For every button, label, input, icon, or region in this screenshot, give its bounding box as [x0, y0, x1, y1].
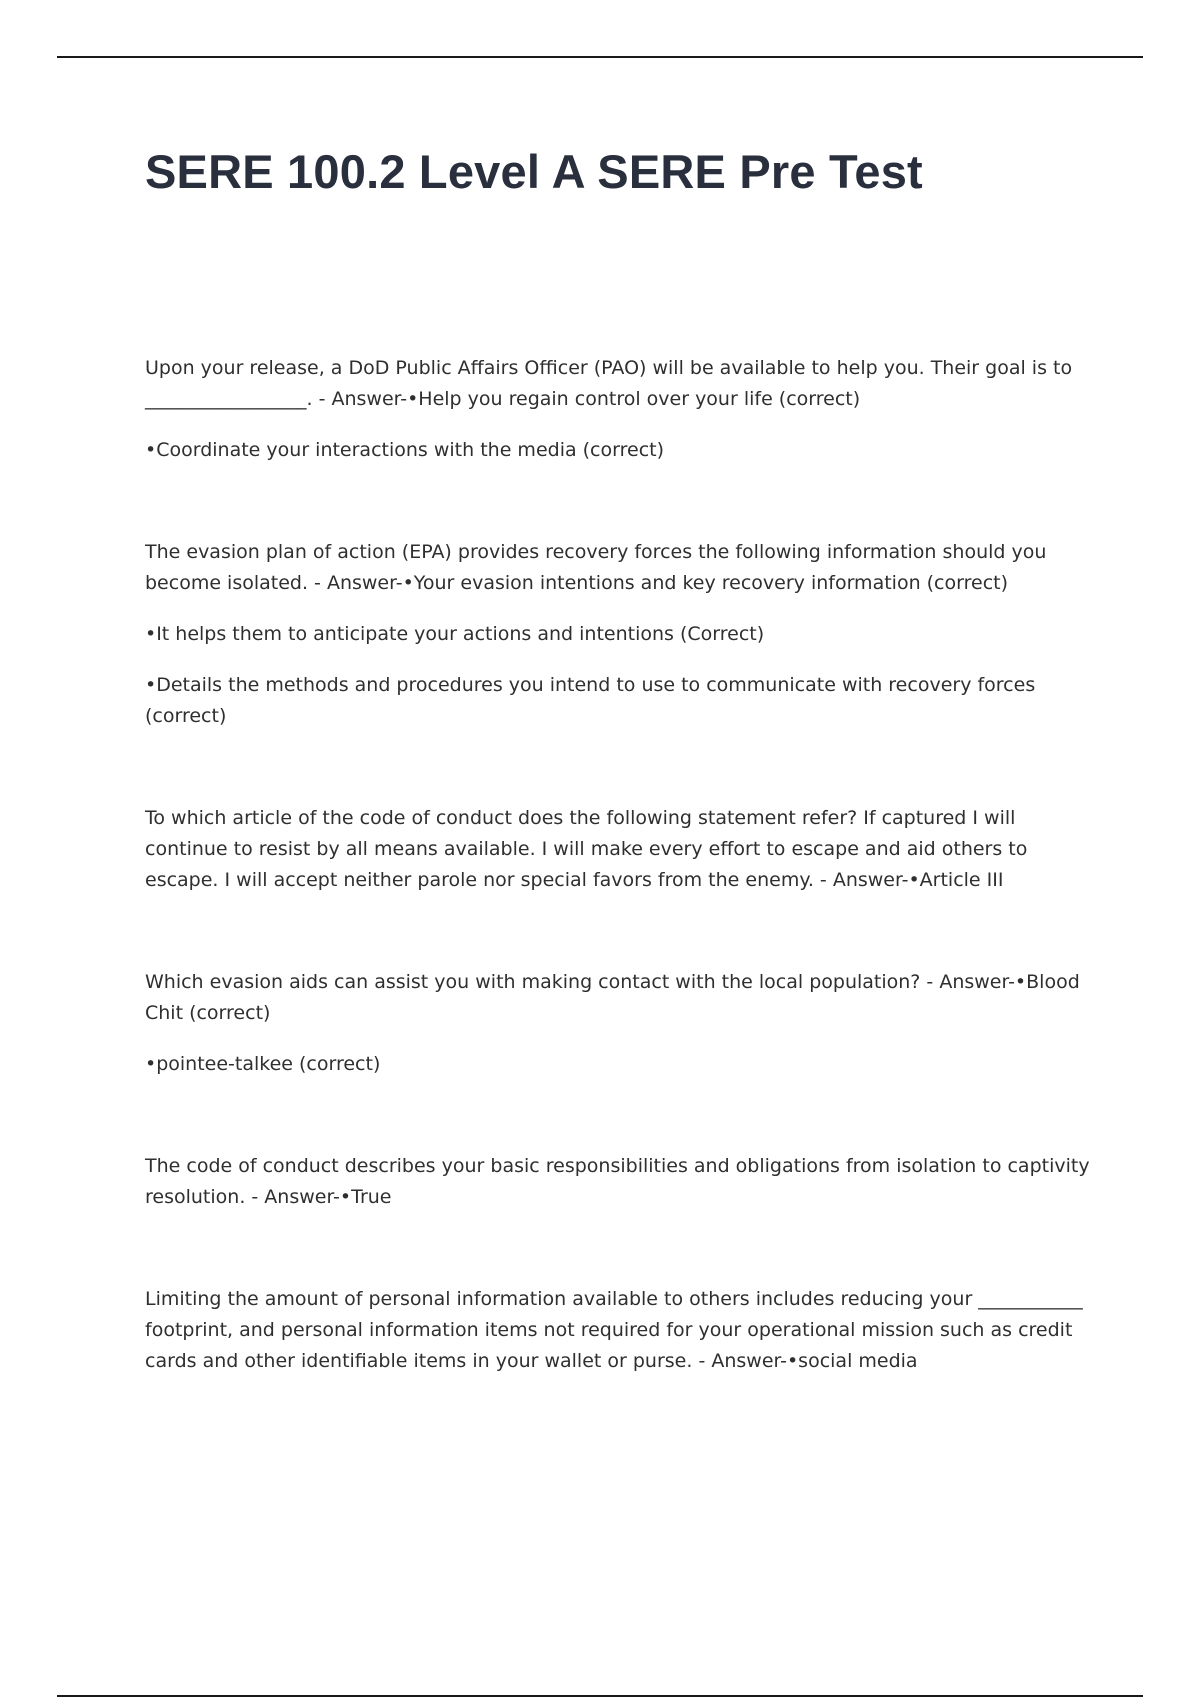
- answer-line: •Details the methods and procedures you intend to use to communicate with recovery forces (correct): [145, 674, 1036, 727]
- answer-line: •pointee-talkee (correct): [145, 1053, 381, 1075]
- question-text: The evasion plan of action (EPA) provides recovery forces the following information should you become isolated. - Answer-•Your evasion intentions and key recovery information (correct): [145, 541, 1047, 594]
- question-text: The code of conduct describes your basic responsibilities and obligations from isolation to captivity resolution. - Answer-•True: [145, 1155, 1090, 1208]
- question-item: [145, 537, 1095, 732]
- question-item: [145, 803, 1095, 896]
- question-text: Upon your release, a DoD Public Affairs Officer (PAO) will be available to help you. Their goal is to _________________. - Answer-•Help you regain control over your life (correct): [145, 357, 1073, 410]
- question-item: [145, 1284, 1095, 1377]
- footer-rule: [57, 1695, 1143, 1697]
- question-text: To which article of the code of conduct does the following statement refer? If captured I will continue to resist by all means available. I will make every effort to escape and aid others to escape. I will accept neither parole nor special favors from the enemy. - Answer-•Article III: [145, 807, 1028, 891]
- answer-line: •Coordinate your interactions with the media (correct): [145, 439, 665, 461]
- header-rule: [57, 56, 1143, 58]
- question-item: [145, 353, 1095, 466]
- question-item: [145, 967, 1095, 1080]
- question-list: [145, 353, 1095, 1377]
- page-title: SERE 100.2 Level A SERE Pre Test: [145, 145, 923, 198]
- question-text: Limiting the amount of personal information available to others includes reducing your ___________ footprint, and personal information items not required for your operational mission such as credit cards and other identifiable items in your wallet or purse. - Answer-•social media: [145, 1288, 1083, 1372]
- question-text: Which evasion aids can assist you with making contact with the local population? - Answer-•Blood Chit (correct): [145, 971, 1080, 1024]
- answer-line: •It helps them to anticipate your actions and intentions (Correct): [145, 623, 765, 645]
- question-item: [145, 1151, 1095, 1213]
